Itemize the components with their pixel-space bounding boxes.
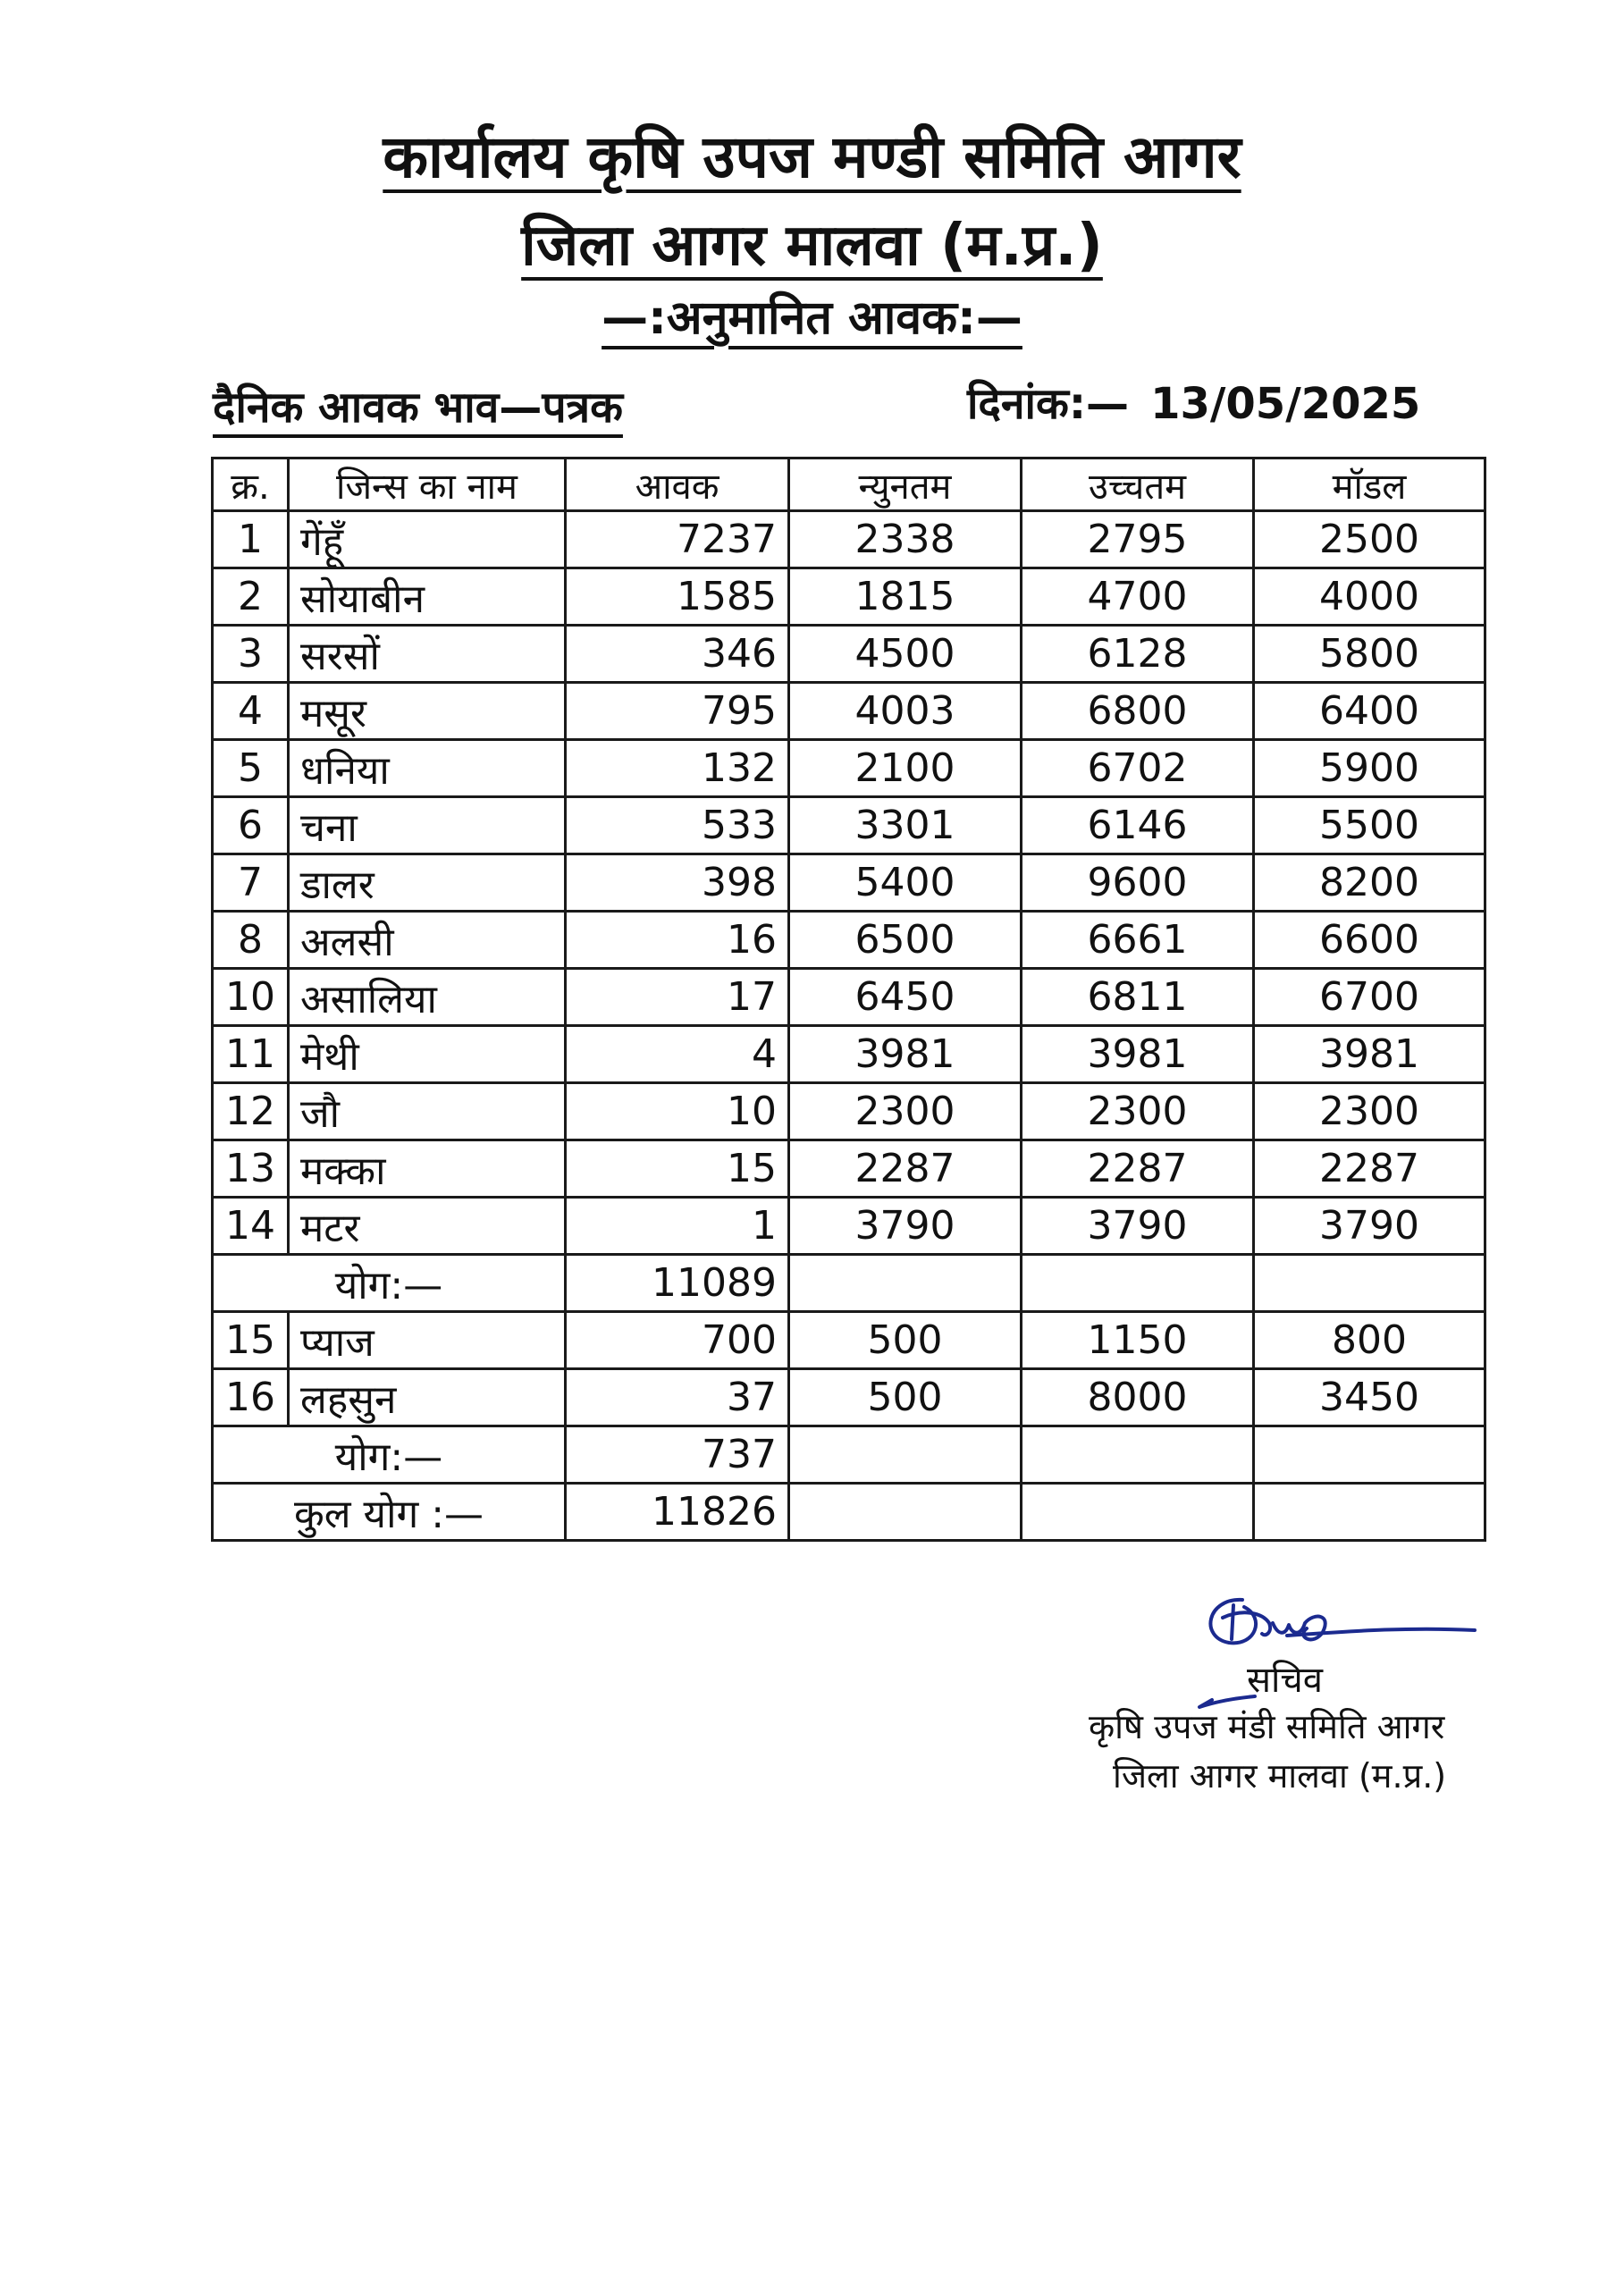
commodity-cell: प्याज — [289, 1312, 566, 1369]
arrival-cell: 700 — [566, 1312, 789, 1369]
date-value: 13/05/2025 — [1150, 379, 1421, 429]
max-price-cell: 4700 — [1022, 568, 1254, 626]
serial-cell: 5 — [213, 740, 289, 797]
commodity-cell: डालर — [289, 854, 566, 912]
min-price-cell: 500 — [789, 1312, 1022, 1369]
commodity-cell: मक्का — [289, 1140, 566, 1198]
table-row — [213, 854, 1485, 912]
commodity-cell: गेंहूँ — [289, 511, 566, 568]
total-label-cell: योग:— — [213, 1426, 566, 1484]
col-header-serial: क्र. — [213, 458, 289, 511]
date-label: दिनांक:— — [967, 379, 1130, 429]
arrival-cell: 17 — [566, 969, 789, 1026]
model-price-cell: 800 — [1254, 1312, 1485, 1369]
max-price-cell: 6702 — [1022, 740, 1254, 797]
min-price-cell: 500 — [789, 1369, 1022, 1426]
min-price-cell: 2300 — [789, 1083, 1022, 1140]
max-price-cell: 1150 — [1022, 1312, 1254, 1369]
arrival-cell: 7237 — [566, 511, 789, 568]
commodity-cell: मसूर — [289, 683, 566, 740]
total-value-cell: 737 — [566, 1426, 789, 1484]
model-price-cell: 6400 — [1254, 683, 1485, 740]
min-price-cell: 3301 — [789, 797, 1022, 854]
serial-cell: 7 — [213, 854, 289, 912]
table-body — [213, 511, 1485, 1541]
max-price-cell: 6661 — [1022, 912, 1254, 969]
serial-cell: 15 — [213, 1312, 289, 1369]
table-row — [213, 1369, 1485, 1426]
empty-cell — [1254, 1255, 1485, 1312]
commodity-cell: जौ — [289, 1083, 566, 1140]
col-header-max: उच्चतम — [1022, 458, 1254, 511]
col-header-arrival: आवक — [566, 458, 789, 511]
table-row — [213, 1198, 1485, 1255]
total-label-cell: योग:— — [213, 1255, 566, 1312]
min-price-cell: 1815 — [789, 568, 1022, 626]
signatory-district: जिला आगर मालवा (म.प्र.) — [1113, 1756, 1447, 1796]
commodity-cell: अलसी — [289, 912, 566, 969]
commodity-cell: असालिया — [289, 969, 566, 1026]
model-price-cell: 3981 — [1254, 1026, 1485, 1083]
arrival-price-table — [211, 457, 1486, 1542]
max-price-cell: 6811 — [1022, 969, 1254, 1026]
model-price-cell: 5800 — [1254, 626, 1485, 683]
model-price-cell: 4000 — [1254, 568, 1485, 626]
office-title: कार्यालय कृषि उपज मण्डी समिति आगर — [383, 122, 1241, 191]
table-row — [213, 683, 1485, 740]
model-price-cell: 6600 — [1254, 912, 1485, 969]
table-row — [213, 568, 1485, 626]
district-title: जिला आगर मालवा (म.प्र.) — [521, 213, 1103, 279]
max-price-cell: 6800 — [1022, 683, 1254, 740]
total-value-cell: 11089 — [566, 1255, 789, 1312]
table-row — [213, 1083, 1485, 1140]
serial-cell: 16 — [213, 1369, 289, 1426]
min-price-cell: 4003 — [789, 683, 1022, 740]
max-price-cell: 9600 — [1022, 854, 1254, 912]
table-row — [213, 797, 1485, 854]
max-price-cell: 2795 — [1022, 511, 1254, 568]
commodity-cell: मटर — [289, 1198, 566, 1255]
empty-cell — [1022, 1255, 1254, 1312]
arrival-cell: 15 — [566, 1140, 789, 1198]
subtotal-row — [213, 1426, 1485, 1484]
max-price-cell: 2287 — [1022, 1140, 1254, 1198]
serial-cell: 12 — [213, 1083, 289, 1140]
arrival-cell: 346 — [566, 626, 789, 683]
signatory-title: सचिव — [1247, 1660, 1324, 1701]
total-value-cell: 11826 — [566, 1484, 789, 1541]
serial-cell: 8 — [213, 912, 289, 969]
max-price-cell: 6128 — [1022, 626, 1254, 683]
table-row — [213, 969, 1485, 1026]
min-price-cell: 2100 — [789, 740, 1022, 797]
grand-total-row — [213, 1484, 1485, 1541]
total-label-cell: कुल योग :— — [213, 1484, 566, 1541]
serial-cell: 4 — [213, 683, 289, 740]
min-price-cell: 6500 — [789, 912, 1022, 969]
arrival-cell: 132 — [566, 740, 789, 797]
max-price-cell: 2300 — [1022, 1083, 1254, 1140]
model-price-cell: 3790 — [1254, 1198, 1485, 1255]
min-price-cell: 5400 — [789, 854, 1022, 912]
empty-cell — [1254, 1484, 1485, 1541]
empty-cell — [789, 1426, 1022, 1484]
serial-cell: 6 — [213, 797, 289, 854]
arrival-cell: 1585 — [566, 568, 789, 626]
arrival-cell: 1 — [566, 1198, 789, 1255]
model-price-cell: 5500 — [1254, 797, 1485, 854]
min-price-cell: 4500 — [789, 626, 1022, 683]
table-row — [213, 511, 1485, 568]
serial-cell: 13 — [213, 1140, 289, 1198]
table-header-row — [213, 458, 1485, 511]
col-header-min: न्युनतम — [789, 458, 1022, 511]
model-price-cell: 2287 — [1254, 1140, 1485, 1198]
signature-mark — [1180, 1582, 1484, 1716]
model-price-cell: 5900 — [1254, 740, 1485, 797]
report-subtitle: —:अनुमानित आवक:— — [602, 291, 1022, 345]
arrival-cell: 16 — [566, 912, 789, 969]
serial-cell: 2 — [213, 568, 289, 626]
max-price-cell: 3981 — [1022, 1026, 1254, 1083]
serial-cell: 14 — [213, 1198, 289, 1255]
min-price-cell: 2338 — [789, 511, 1022, 568]
model-price-cell: 2500 — [1254, 511, 1485, 568]
arrival-cell: 398 — [566, 854, 789, 912]
table-row — [213, 740, 1485, 797]
max-price-cell: 8000 — [1022, 1369, 1254, 1426]
commodity-cell: सरसों — [289, 626, 566, 683]
commodity-cell: चना — [289, 797, 566, 854]
min-price-cell: 2287 — [789, 1140, 1022, 1198]
subtotal-row — [213, 1255, 1485, 1312]
arrival-cell: 533 — [566, 797, 789, 854]
col-header-commodity: जिन्स का नाम — [289, 458, 566, 511]
report-name: दैनिक आवक भाव—पत्रक — [213, 383, 623, 433]
table-row — [213, 1312, 1485, 1369]
max-price-cell: 3790 — [1022, 1198, 1254, 1255]
model-price-cell: 8200 — [1254, 854, 1485, 912]
empty-cell — [1022, 1426, 1254, 1484]
col-header-model: मॉडल — [1254, 458, 1485, 511]
table-row — [213, 912, 1485, 969]
serial-cell: 1 — [213, 511, 289, 568]
arrival-cell: 10 — [566, 1083, 789, 1140]
signatory-office: कृषि उपज मंडी समिति आगर — [1089, 1707, 1445, 1746]
min-price-cell: 3790 — [789, 1198, 1022, 1255]
model-price-cell: 6700 — [1254, 969, 1485, 1026]
min-price-cell: 6450 — [789, 969, 1022, 1026]
serial-cell: 10 — [213, 969, 289, 1026]
commodity-cell: सोयाबीन — [289, 568, 566, 626]
empty-cell — [1254, 1426, 1485, 1484]
commodity-cell: लहसुन — [289, 1369, 566, 1426]
empty-cell — [789, 1484, 1022, 1541]
serial-cell: 11 — [213, 1026, 289, 1083]
model-price-cell: 3450 — [1254, 1369, 1485, 1426]
arrival-cell: 37 — [566, 1369, 789, 1426]
model-price-cell: 2300 — [1254, 1083, 1485, 1140]
min-price-cell: 3981 — [789, 1026, 1022, 1083]
commodity-cell: मेथी — [289, 1026, 566, 1083]
serial-cell: 3 — [213, 626, 289, 683]
commodity-cell: धनिया — [289, 740, 566, 797]
arrival-cell: 4 — [566, 1026, 789, 1083]
arrival-cell: 795 — [566, 683, 789, 740]
empty-cell — [789, 1255, 1022, 1312]
max-price-cell: 6146 — [1022, 797, 1254, 854]
table-row — [213, 626, 1485, 683]
empty-cell — [1022, 1484, 1254, 1541]
report-date — [967, 374, 1420, 432]
table-row — [213, 1140, 1485, 1198]
table-row — [213, 1026, 1485, 1083]
